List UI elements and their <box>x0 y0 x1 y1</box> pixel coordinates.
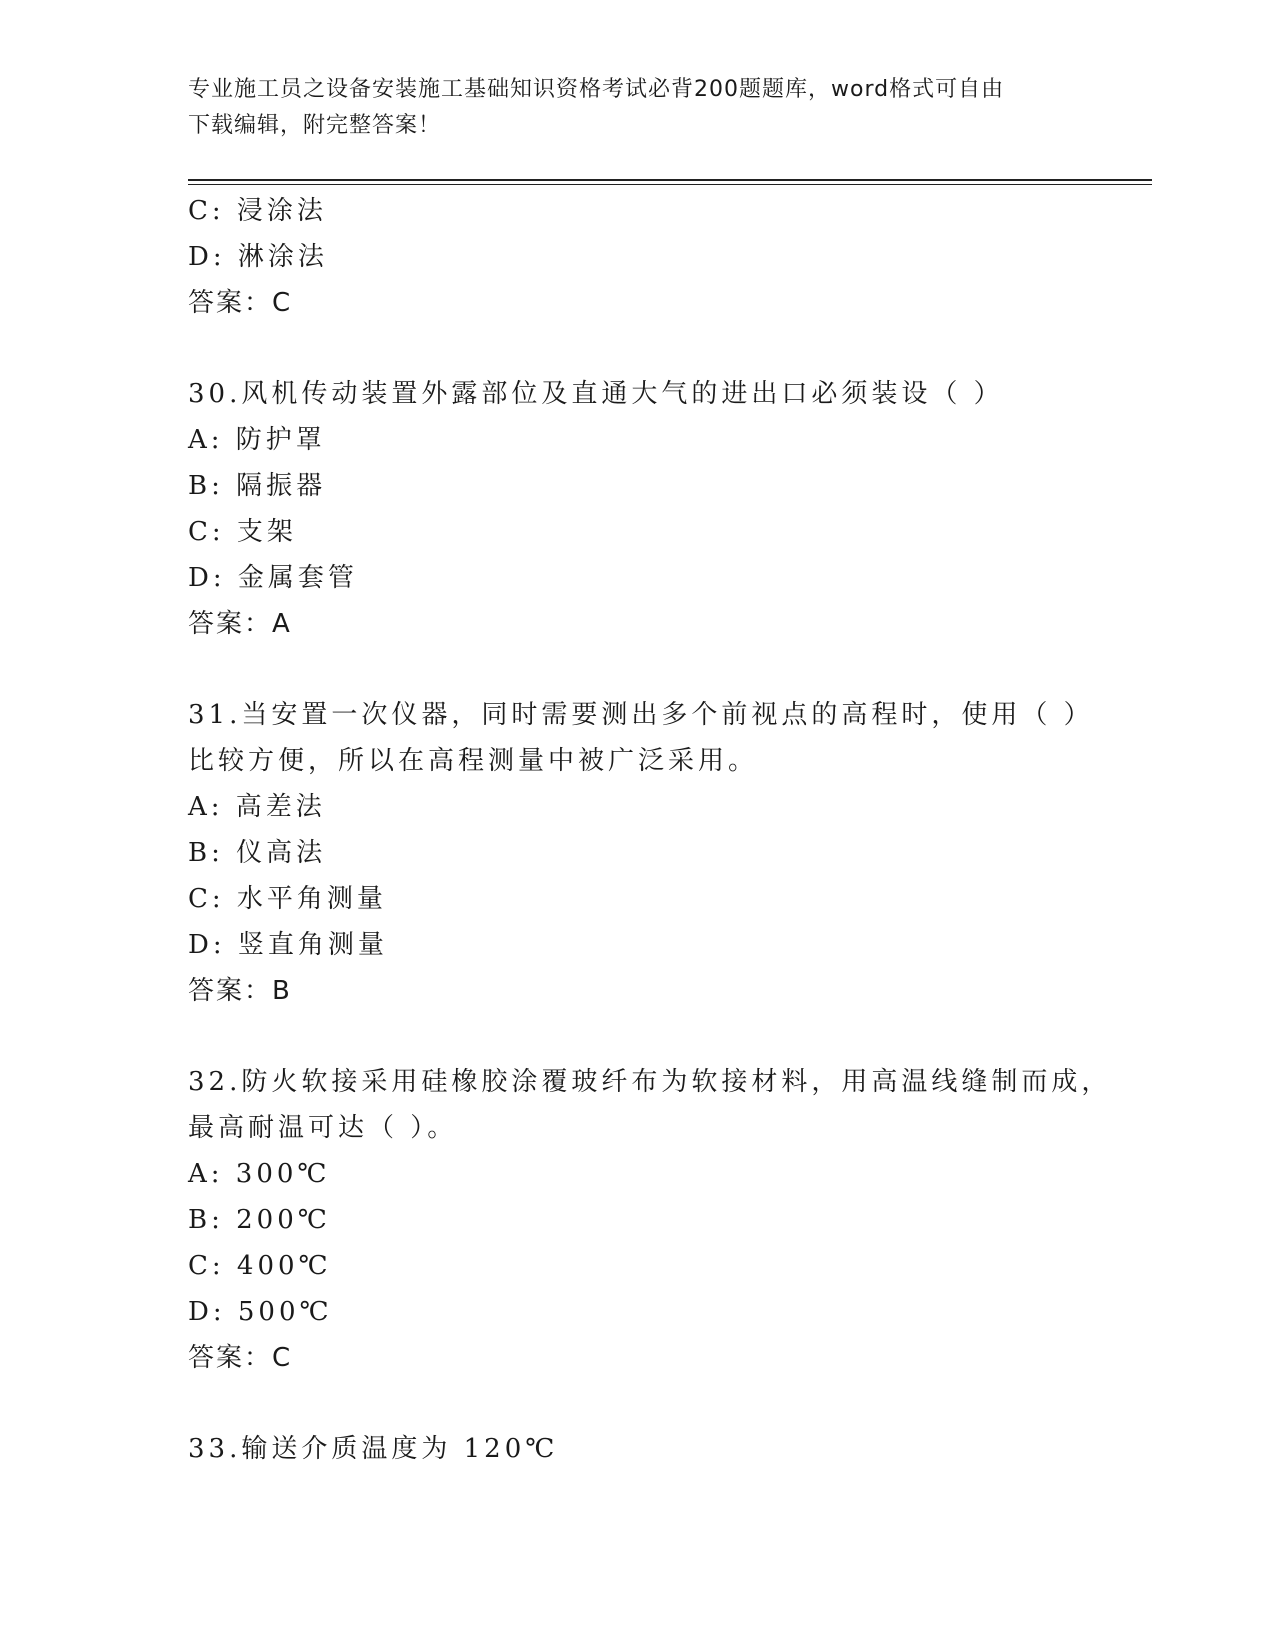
answer-line: 答案：C <box>188 1343 293 1373</box>
option-c: C: 水平角测量 <box>188 884 387 914</box>
option-a: A: 防护罩 <box>188 425 326 455</box>
question-block-32 <box>188 1059 1138 1381</box>
question-stem-line-2: 比较方便，所以在高程测量中被广泛采用。 <box>188 746 759 776</box>
page-header <box>188 72 1068 144</box>
header-line-2: 下载编辑，附完整答案！ <box>188 113 442 138</box>
option-b: B: 隔振器 <box>188 471 327 501</box>
question-block-prev <box>188 188 1138 326</box>
option-d: D: 竖直角测量 <box>188 930 388 960</box>
spacer <box>188 326 1138 371</box>
answer-line: 答案：A <box>188 609 292 639</box>
question-stem: 33.输送介质温度为 120℃ <box>188 1434 559 1464</box>
question-stem-line-1: 32.防火软接采用硅橡胶涂覆玻纤布为软接材料，用高温线缝制而成， <box>188 1067 1112 1097</box>
option-a: A: 300℃ <box>188 1159 331 1189</box>
question-stem: 30.风机传动装置外露部位及直通大气的进出口必须装设（ ） <box>188 379 1004 409</box>
question-content <box>188 188 1138 1472</box>
question-stem-line-2: 最高耐温可达（ ）。 <box>188 1113 458 1143</box>
header-line-1: 专业施工员之设备安装施工基础知识资格考试必背200题题库，word格式可自由 <box>188 77 1005 102</box>
spacer <box>188 1381 1138 1426</box>
question-block-33 <box>188 1426 1138 1472</box>
option-d: D: 500℃ <box>188 1297 333 1327</box>
spacer <box>188 1014 1138 1059</box>
option-b: B: 200℃ <box>188 1205 331 1235</box>
header-rule-thin <box>188 184 1152 185</box>
question-stem-line-1: 31.当安置一次仪器，同时需要测出多个前视点的高程时，使用（ ） <box>188 700 1094 730</box>
header-rule-thick <box>188 179 1152 181</box>
question-block-31 <box>188 692 1138 1014</box>
option-d: D: 金属套管 <box>188 563 358 593</box>
option-c: C: 支架 <box>188 517 297 547</box>
spacer <box>188 647 1138 692</box>
option-a: A: 高差法 <box>188 792 326 822</box>
option-b: B: 仪高法 <box>188 838 327 868</box>
option-c: C: 浸涂法 <box>188 196 327 226</box>
question-block-30 <box>188 371 1138 647</box>
answer-line: 答案：B <box>188 976 292 1006</box>
option-c: C: 400℃ <box>188 1251 332 1281</box>
option-d: D: 淋涂法 <box>188 242 328 272</box>
answer-line: 答案：C <box>188 288 293 318</box>
